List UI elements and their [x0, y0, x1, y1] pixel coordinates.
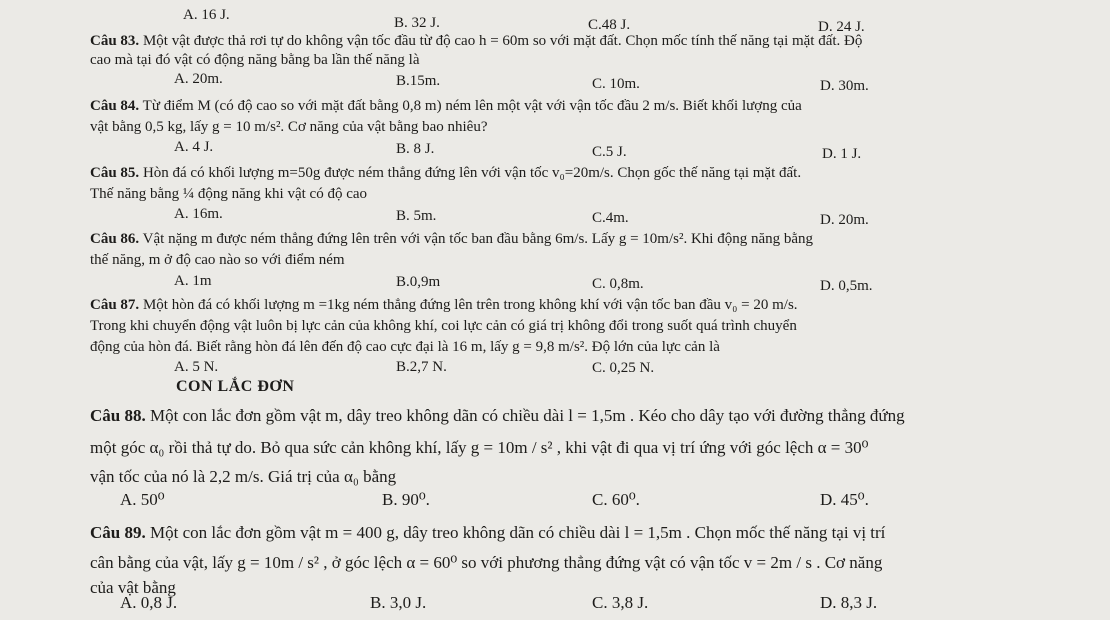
question-88-option-c: C. 60⁰.: [592, 490, 640, 509]
section-heading: CON LẮC ĐƠN: [176, 378, 295, 395]
question-83-line1: [90, 32, 862, 50]
question-85-text-1: Hòn đá có khối lượng m=50g được ném thẳng đứng lên với vận tốc v₀=20m/s. Chọn gốc thế năng tại mặt đất.: [142, 165, 802, 181]
question-89-line3: của vật bằng: [90, 578, 176, 597]
question-83-option-a: A. 20m.: [174, 71, 223, 87]
question-85-number: Câu 85.: [90, 165, 140, 181]
question-89-line2: cân bằng của vật, lấy g = 10m / s² , ở góc lệch α = 60⁰ so với phương thẳng đứng vật có vận tốc v = 2m / s . Cơ năng: [90, 553, 883, 572]
question-83-option-d: D. 30m.: [820, 78, 869, 94]
question-84-line1: [90, 97, 802, 115]
question-88-line2: một góc α₀ rồi thả tự do. Bỏ qua sức cản không khí, lấy g = 10m / s² , khi vật đi qua vị trí ứng với góc lệch α = 30⁰: [90, 438, 869, 457]
question-87-option-b: B.2,7 N.: [396, 359, 447, 375]
question-86-option-a: A. 1m: [174, 273, 212, 289]
question-83-option-c: C. 10m.: [592, 76, 640, 92]
question-89-line1: [90, 522, 885, 544]
question-86-option-c: C. 0,8m.: [592, 276, 644, 292]
question-85-option-d: D. 20m.: [820, 212, 869, 228]
question-88-number: Câu 88.: [90, 406, 146, 425]
question-85-option-a: A. 16m.: [174, 206, 223, 222]
question-84-text-1: Từ điểm M (có độ cao so với mặt đất bằng 0,8 m) ném lên một vật với vận tốc đầu 2 m/s. Biết khối lượng của: [142, 98, 802, 114]
prev-option-d: D. 24 J.: [818, 19, 865, 35]
question-86-text-1: Vật nặng m được ném thẳng đứng lên trên với vận tốc ban đầu bằng 6m/s. Lấy g = 10m/s². Khi động năng bằng: [142, 231, 814, 247]
prev-option-a: A. 16 J.: [183, 7, 230, 23]
question-88-line3: vận tốc của nó là 2,2 m/s. Giá trị của α₀ bằng: [90, 467, 397, 486]
question-84-option-a: A. 4 J.: [174, 139, 214, 155]
question-86-option-b: B.0,9m: [396, 274, 441, 290]
question-88-text-1: Một con lắc đơn gồm vật m, dây treo không dãn có chiều dài l = 1,5m . Kéo cho dây tạo với đường thẳng đứng: [149, 406, 905, 425]
question-87-option-a: A. 5 N.: [174, 359, 219, 375]
question-85-line2: Thế năng bằng ¼ động năng khi vật có độ cao: [90, 186, 368, 202]
question-89-option-d: D. 8,3 J.: [820, 593, 878, 612]
question-87-line3: động của hòn đá. Biết rằng hòn đá lên đến độ cao cực đại là 16 m, lấy g = 9,8 m/s². Độ lớn của lực cản là: [90, 339, 720, 355]
prev-option-c: C.48 J.: [588, 17, 631, 33]
question-89-text-1: Một con lắc đơn gồm vật m = 400 g, dây treo không dãn có chiều dài l = 1,5m . Chọn mốc thế năng tại vị trí: [149, 523, 886, 542]
question-86-number: Câu 86.: [90, 231, 140, 247]
question-87-option-c: C. 0,25 N.: [592, 360, 655, 376]
question-84-option-c: C.5 J.: [592, 144, 627, 160]
question-88-option-b: B. 90⁰.: [382, 490, 430, 509]
question-84-option-d: D. 1 J.: [822, 146, 862, 162]
question-89-option-a: A. 0,8 J.: [120, 593, 178, 612]
question-83-number: Câu 83.: [90, 33, 140, 49]
question-86-line1: [90, 230, 813, 248]
question-84-option-b: B. 8 J.: [396, 141, 435, 157]
question-87-number: Câu 87.: [90, 297, 140, 313]
question-87-line2: Trong khi chuyển động vật luôn bị lực cản của không khí, coi lực cản có giá trị không đổi trong suốt quá trình chuyển: [90, 318, 797, 334]
question-83-option-b: B.15m.: [396, 73, 441, 89]
question-83-text-1: Một vật được thả rơi tự do không vận tốc đầu từ độ cao h = 60m so với mặt đất. Chọn mốc tính thế năng tại mặt đất. Độ: [142, 33, 863, 49]
question-86-option-d: D. 0,5m.: [820, 278, 873, 294]
question-85-line1: [90, 164, 801, 182]
question-87-text-1: Một hòn đá có khối lượng m =1kg ném thẳng đứng lên trên trong không khí với vận tốc ban đầu v₀ = 20 m/s.: [142, 297, 798, 313]
question-89-option-b: B. 3,0 J.: [370, 593, 427, 612]
question-88-line1: [90, 405, 905, 427]
question-89-number: Câu 89.: [90, 523, 146, 542]
question-85-option-c: C.4m.: [592, 210, 629, 226]
question-84-number: Câu 84.: [90, 98, 140, 114]
question-88-option-a: A. 50⁰: [120, 490, 165, 509]
prev-option-b: B. 32 J.: [394, 15, 440, 31]
question-83-line2: cao mà tại đó vật có động năng bằng ba lần thế năng là: [90, 52, 420, 68]
question-87-line1: [90, 296, 798, 314]
question-85-option-b: B. 5m.: [396, 208, 437, 224]
question-88-option-d: D. 45⁰.: [820, 490, 869, 509]
question-89-option-c: C. 3,8 J.: [592, 593, 649, 612]
question-84-line2: vật bằng 0,5 kg, lấy g = 10 m/s². Cơ năng của vật bằng bao nhiêu?: [90, 119, 488, 135]
question-86-line2: thế năng, m ở độ cao nào so với điểm ném: [90, 252, 345, 268]
